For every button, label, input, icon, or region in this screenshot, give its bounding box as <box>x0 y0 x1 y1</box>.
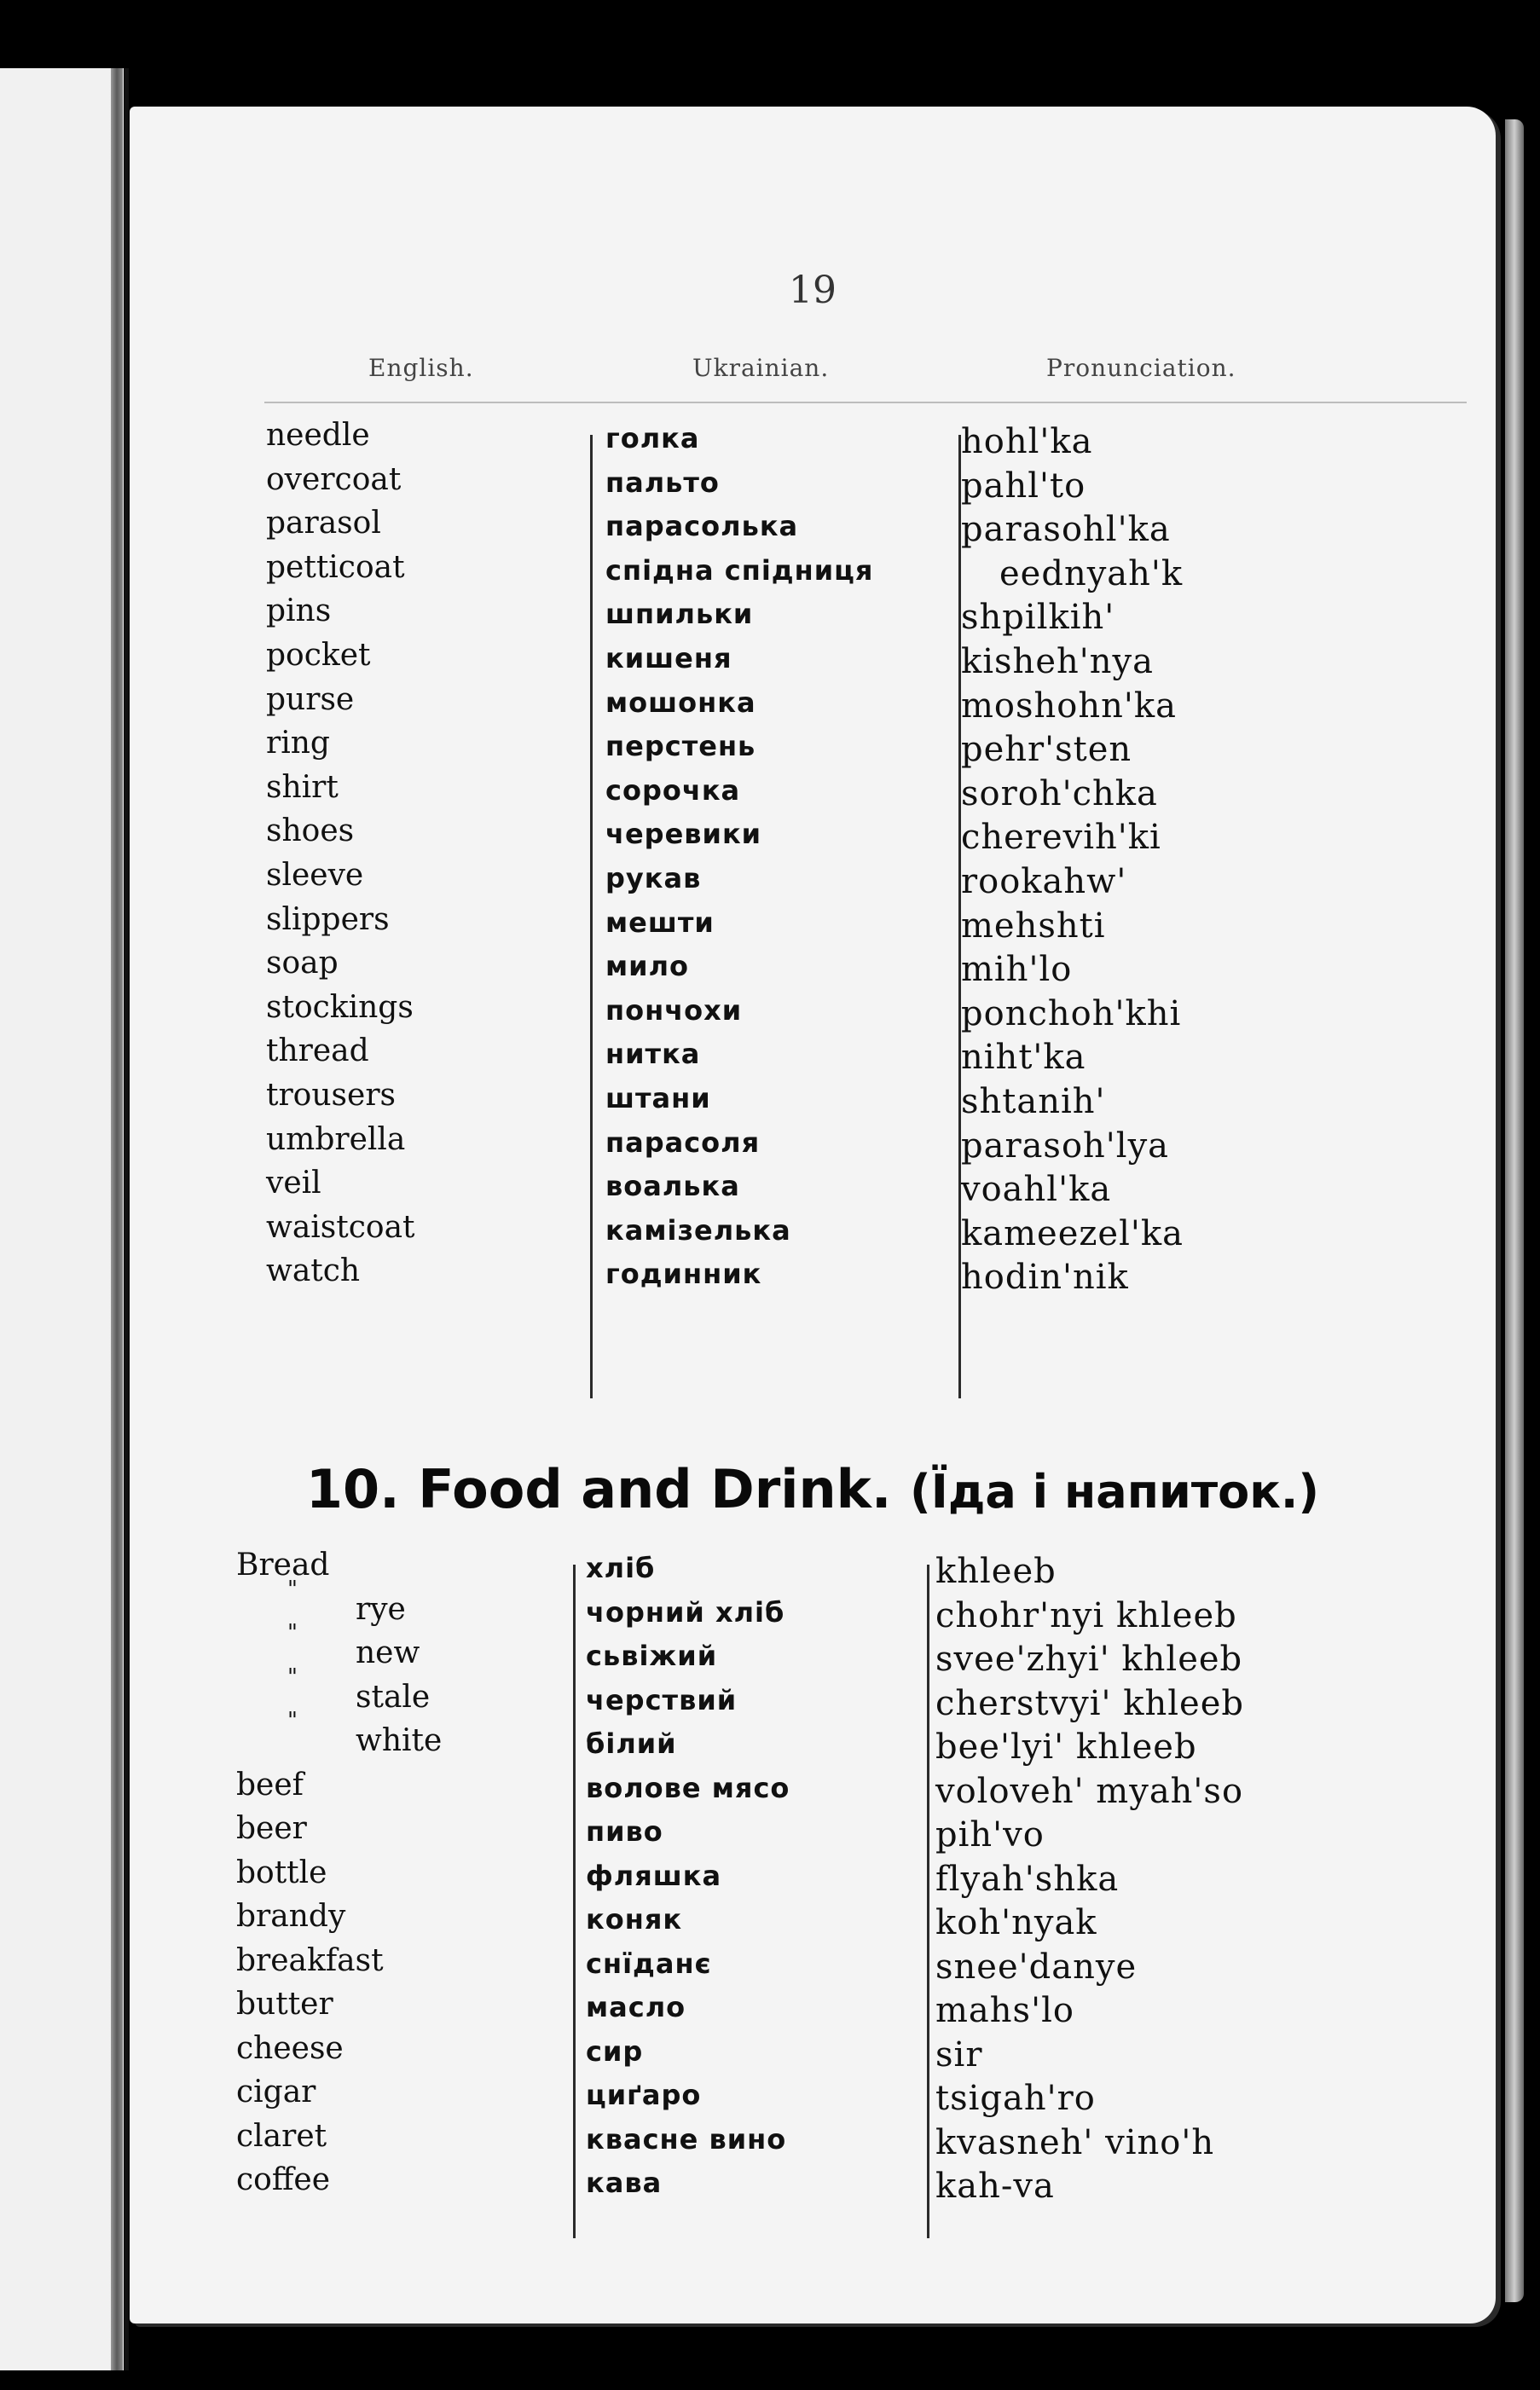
food-pr-entry: bee'lyi' khleeb <box>935 1727 1197 1767</box>
clothing-uk-entry: парасолька <box>605 510 799 543</box>
clothing-en-entry: parasol <box>266 506 381 541</box>
clothing-pr-entry: pehr'sten <box>961 730 1132 770</box>
clothing-en-entry: trousers <box>266 1078 396 1113</box>
clothing-uk-entry: мешти <box>605 906 715 939</box>
clothing-en-entry: pins <box>266 593 332 629</box>
clothing-en-entry: shirt <box>266 769 339 805</box>
ditto-mark: " <box>287 1576 298 1602</box>
food-en-entry: butter <box>236 1987 333 2022</box>
clothing-en-entry: sleeve <box>266 858 364 893</box>
ditto-mark: " <box>287 1664 298 1690</box>
food-en-entry: stale <box>356 1679 431 1715</box>
book-spine <box>111 68 123 2370</box>
food-en-entry: breakfast <box>236 1942 384 1978</box>
page-number: 19 <box>789 269 837 312</box>
food-pr-entry: sir <box>935 2034 983 2075</box>
clothing-en-entry: pocket <box>266 638 371 673</box>
clothing-en-entry: shoes <box>266 813 355 849</box>
column-header-pronunciation: Pronunciation. <box>1046 354 1236 382</box>
clothing-uk-entry: сорочка <box>605 773 741 807</box>
food-pr-entry: kvasneh' vino'h <box>935 2122 1215 2162</box>
clothing-uk-entry: мошонка <box>605 686 756 719</box>
page-stack-edge <box>1505 119 1524 2302</box>
clothing-uk-entry: перстень <box>605 730 756 763</box>
column-header-english: English. <box>368 354 474 382</box>
food-en-entry: beer <box>236 1811 307 1846</box>
clothing-en-entry: waistcoat <box>266 1209 415 1245</box>
header-rule <box>264 402 1467 403</box>
food-en-entry: new <box>356 1635 420 1670</box>
food-pr-entry: koh'nyak <box>935 1903 1097 1942</box>
clothing-en-entry: umbrella <box>266 1121 406 1157</box>
column-header-ukrainian: Ukrainian. <box>692 354 830 382</box>
clothing-uk-entry: нитка <box>605 1038 701 1071</box>
ditto-mark: " <box>287 1620 298 1646</box>
clothing-uk-entry: шпильки <box>605 598 754 631</box>
clothing-en-entry: thread <box>266 1033 369 1069</box>
clothing-en-entry: soap <box>266 946 339 981</box>
clothing-pr-entry: rookahw' <box>961 862 1127 901</box>
clothing-uk-entry: воалька <box>605 1170 740 1203</box>
food-en-entry: bottle <box>236 1855 327 1890</box>
food-en-entry: white <box>356 1723 443 1758</box>
clothing-pr-entry: parasoh'lya <box>961 1126 1170 1166</box>
food-en-entry: rye <box>356 1591 406 1627</box>
clothing-pr-entry: shpilkih' <box>961 598 1115 638</box>
section-title-ua: (Їда і напиток.) <box>910 1465 1320 1519</box>
clothing-pr-entry: shtanih' <box>961 1082 1106 1121</box>
food-uk-entry: масло <box>586 1991 686 2023</box>
food-en-entry: brandy <box>236 1899 346 1934</box>
previous-page-edge <box>0 68 124 2370</box>
food-uk-entry: чорний хліб <box>586 1595 785 1629</box>
food-pr-entry: tsigah'ro <box>935 2079 1096 2118</box>
clothing-pr-entry: parasohl'ka <box>961 510 1171 550</box>
food-pr-entry: cherstvyi' khleeb <box>935 1683 1244 1723</box>
column-divider <box>927 1565 929 2238</box>
clothing-uk-entry: черевики <box>605 818 762 851</box>
food-pr-entry: khleeb <box>935 1552 1057 1591</box>
food-uk-entry: кава <box>586 2167 663 2199</box>
clothing-uk-entry: годинник <box>605 1258 762 1291</box>
clothing-en-entry: slippers <box>266 901 390 937</box>
clothing-pr-entry: mih'lo <box>961 950 1073 990</box>
food-uk-entry: черствий <box>586 1683 738 1716</box>
clothing-pr-entry: cherevih'ki <box>961 818 1161 858</box>
clothing-uk-entry: голка <box>605 422 700 454</box>
clothing-uk-entry: камізелька <box>605 1213 791 1247</box>
food-uk-entry: сьвіжий <box>586 1640 718 1672</box>
food-pr-entry: svee'zhyi' khleeb <box>935 1640 1243 1679</box>
clothing-en-entry: needle <box>266 418 370 453</box>
clothing-uk-entry: пончохи <box>605 993 743 1027</box>
food-pr-entry: pih'vo <box>935 1815 1045 1855</box>
food-uk-entry: хліб <box>586 1552 656 1584</box>
clothing-uk-entry: парасоля <box>605 1126 761 1159</box>
food-en-entry: cheese <box>236 2030 344 2066</box>
food-pr-entry: voloveh' myah'so <box>935 1771 1244 1811</box>
clothing-en-entry: purse <box>266 681 355 717</box>
clothing-en-entry: veil <box>266 1166 321 1201</box>
clothing-uk-entry: пальто <box>605 466 720 499</box>
clothing-pr-entry: pahl'to <box>961 466 1086 506</box>
food-en-entry: cigar <box>236 2075 316 2109</box>
book-page <box>130 107 1496 2323</box>
clothing-en-entry: stockings <box>266 989 414 1025</box>
clothing-uk-entry: спідна спідниця <box>605 553 874 587</box>
clothing-pr-entry: ponchoh'khi <box>961 993 1182 1033</box>
food-pr-entry: mahs'lo <box>935 1991 1074 2030</box>
clothing-pr-entry: mehshti <box>961 906 1106 946</box>
food-uk-entry: снїданє <box>586 1947 712 1980</box>
food-uk-entry: фляшка <box>586 1859 722 1892</box>
clothing-pr-entry: moshohn'ka <box>961 686 1177 726</box>
section-title-en: 10. Food and Drink. <box>305 1458 892 1520</box>
food-uk-entry: білий <box>586 1727 677 1760</box>
clothing-en-entry: watch <box>266 1253 361 1289</box>
food-en-entry: claret <box>236 2118 327 2154</box>
column-divider <box>590 435 593 1398</box>
clothing-pr-entry: voahl'ka <box>961 1170 1112 1210</box>
food-en-entry: beef <box>236 1767 304 1803</box>
food-pr-entry: chohr'nyi khleeb <box>935 1595 1237 1635</box>
clothing-pr-entry: hodin'nik <box>961 1258 1129 1298</box>
clothing-uk-entry: штани <box>605 1082 711 1114</box>
clothing-pr-entry: hohl'ka <box>961 422 1093 461</box>
section-heading <box>130 1458 1496 1520</box>
food-uk-entry: сир <box>586 2034 644 2068</box>
clothing-pr-entry: soroh'chka <box>961 773 1158 813</box>
food-pr-entry: kah-va <box>935 2167 1055 2206</box>
clothing-pr-entry: eednyah'k <box>999 553 1184 593</box>
food-uk-entry: коняк <box>586 1903 683 1936</box>
clothing-pr-entry: kisheh'nya <box>961 642 1154 681</box>
food-en-entry: coffee <box>236 2162 331 2197</box>
clothing-uk-entry: рукав <box>605 862 702 894</box>
clothing-uk-entry: мило <box>605 950 689 983</box>
ditto-mark: " <box>287 1708 298 1733</box>
clothing-pr-entry: kameezel'ka <box>961 1213 1184 1253</box>
clothing-en-entry: ring <box>266 726 330 761</box>
clothing-en-entry: petticoat <box>266 549 405 585</box>
page-gutter <box>124 68 129 2370</box>
food-uk-entry: пиво <box>586 1815 663 1848</box>
clothing-en-entry: overcoat <box>266 461 402 497</box>
column-divider <box>573 1565 576 2238</box>
clothing-pr-entry: niht'ka <box>961 1038 1086 1078</box>
food-uk-entry: квасне вино <box>586 2122 787 2156</box>
food-uk-entry: волове мясо <box>586 1771 790 1804</box>
food-pr-entry: flyah'shka <box>935 1859 1120 1899</box>
food-uk-entry: циґаро <box>586 2079 702 2111</box>
clothing-uk-entry: кишеня <box>605 642 732 674</box>
food-en-entry: Bread <box>236 1548 330 1583</box>
food-pr-entry: snee'danye <box>935 1947 1138 1987</box>
